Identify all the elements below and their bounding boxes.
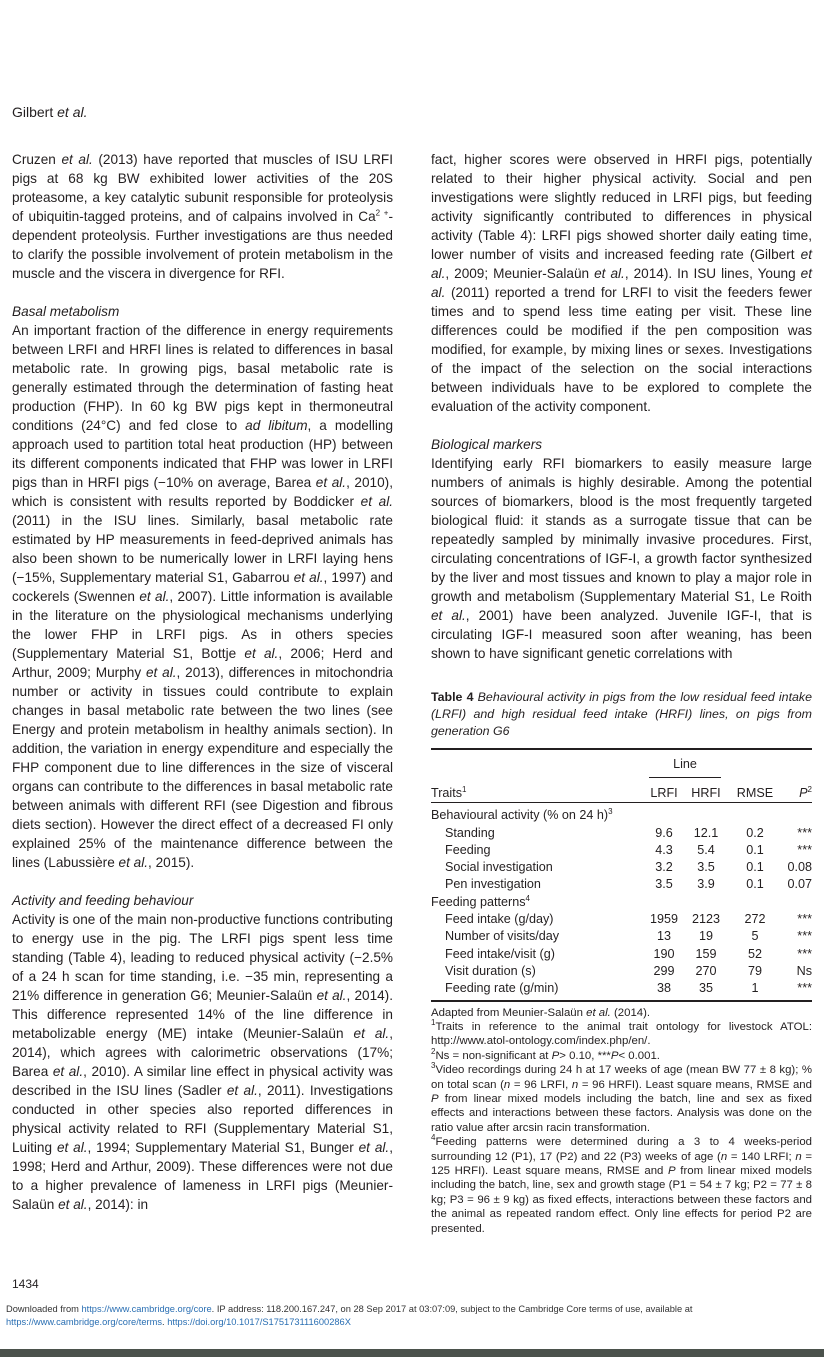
hrfi-cell: 5.4 — [697, 842, 715, 857]
trait-cell: Standing — [445, 825, 495, 840]
biomarkers-paragraph: Identifying early RFI biomarkers to easily measure large numbers of animals is highly desirable. Among the potential sources of biomarkers, blood is the most frequently targeted biological fluid: it stands as a surrogate tissue that can be repeatedly sampled by minimally invasive procedures. First, circulating concentrations of IGF-I, a growth factor synthesized by the liver and most tissues and known to play a major role in growth and metabolism (Supplementary Material S1, Le Roith et al., 2001) have been analyzed. Juvenile IGF-I, that is circulating IGF-I measured soon after weaning, has been shown to have significant genetic correlations with — [431, 456, 812, 661]
lrfi-cell: 38 — [656, 981, 671, 996]
rmse-cell: 0.1 — [746, 877, 764, 892]
left-column — [12, 150, 393, 1214]
rmse-cell: 0.1 — [746, 860, 764, 875]
hrfi-cell: 35 — [698, 981, 713, 996]
lrfi-cell: 13 — [656, 929, 671, 944]
rmse-cell: 0.2 — [746, 825, 764, 840]
lrfi-cell: 4.3 — [655, 842, 673, 857]
p-value-cell: *** — [797, 946, 812, 961]
table-row — [431, 859, 812, 876]
activity-paragraph: Activity is one of the main non-productive functions contributing to energy use in the pig. The LRFI pigs spent less time standing (Table 4), leading to reduced physical activity (−2.5% of a 24 h scan for time standing, i.e. −35 min, representing a 21% difference in generation G6; Meunier-Salaün et al., 2014). This difference represented 14% of the line difference in metabolizable energy (ME) intake (Meunier-Salaün et al., 2014), which agrees with calorimetric observations (17%; Barea et al., 2010). A similar line effect in physical activity was described in the ISU lines (Sadler et al., 2011). Investigations conducted in other species also reported differences in physical activity related to RFI (Supplementary Material S1, Luiting et al., 1994; Supplementary Material S1, Bunger et al., 1998; Herd and Arthur, 2009). These differences were not due to a higher prevalence of lameness in LRFI pigs (Meunier-Salaün et al., 2014): in — [12, 912, 393, 1212]
doi-link[interactable]: https://doi.org/10.1017/S175173111600286X — [167, 1317, 351, 1327]
basal-metabolism-paragraph: An important fraction of the difference in energy requirements between LRFI and HRFI lines is related to differences in basal metabolic rate. In growing pigs, basal metabolic rate is generally estimated through the determination of fasting heat production (FHP). In 60 kg BW pigs kept in thermoneutral conditions (24°C) and fed close to ad libitum, a modelling approach used to partition total heat production (HP) between its different components indicated that FHP was lower in LRFI pigs than in HRFI pigs (−10% on average, Barea et al., 2010), which is consistent with results reported by Boddicker et al. (2011) in the ISU lines. Similarly, basal metabolic rate estimated by HP measurements in feed-deprived animals has also been shown to be numerically lower in LRFI laying hens (−15%, Supplementary material S1, Gabarrou et al., 1997) and cockerels (Swennen et al., 2007). Little information is available in the literature on the physiological mechanisms underlying the lower FHP in LRFI pigs. As in others species (Supplementary Material S1, Bottje et al., 2006; Herd and Arthur, 2009; Murphy et al., 2013), differences in mitochondria number or activity in tissues could contribute to explain changes in basal metabolic rate between the two lines (see Energy and protein metabolism in healthy animals section). In addition, the variation in energy expenditure and especially the FHP component due to line differences in the size of visceral organs can contribute to the differences in basal metabolic rate between animals with different RFI (see Digestion and fibrous diets section). However the direct effect of a decreased FI only explained 25% of the maintenance difference between the lines (Labussière et al., 2015). — [12, 323, 394, 870]
trait-cell: Feeding rate (g/min) — [445, 981, 559, 996]
table-group-header-row — [431, 750, 812, 778]
hrfi-cell: 12.1 — [693, 825, 719, 840]
continued-paragraph: fact, higher scores were observed in HRFI pigs, potentially related to their higher physical activity. Social and pen investigations were slightly reduced in LRFI pigs, but feeding activity significantly contributed to differences in physical activity (Table 4): LRFI pigs showed shorter daily eating time, lower number of visits and increased feeding rate (Gilbert et al., 2009; Meunier-Salaün et al., 2014). In ISU lines, Young et al. (2011) reported a trend for LRFI to visit the feeders fewer times and to spend less time eating per visit. These line differences could be modified if the pen composition was modified, for example, by mixing lines or sexes. Investigations of the impact of the selection on the social interactions between individuals have to be explored to complete the evaluation of the activity component. — [431, 152, 812, 414]
page-number: 1434 — [12, 1277, 39, 1291]
hrfi-cell: 270 — [695, 963, 717, 978]
hrfi-cell: 3.9 — [697, 877, 715, 892]
p-value-cell: *** — [797, 929, 812, 944]
trait-cell: Pen investigation — [445, 877, 541, 892]
table-section-header: Behavioural activity (% on 24 h)$^3$ — [431, 803, 812, 825]
viewer-bottom-bar — [0, 1349, 824, 1357]
table-row — [431, 911, 812, 928]
hrfi-cell: 3.5 — [697, 860, 715, 875]
table-body — [431, 750, 812, 998]
table-header-row: Traits$^1$ LRFI HRFI RMSE $P^2$ — [431, 778, 812, 803]
hrfi-cell: 159 — [695, 946, 717, 961]
p-value-cell: *** — [797, 981, 812, 996]
table-row — [431, 963, 812, 980]
table-caption-text: Behavioural activity in pigs from the low residual feed intake (LRFI) and high residual feed intake (HRFI) lines, on pigs from generation G6 — [431, 690, 812, 738]
p-value-cell: *** — [797, 842, 812, 857]
hrfi-cell: 19 — [698, 929, 713, 944]
running-head — [12, 104, 87, 120]
terms-link[interactable]: https://www.cambridge.org/core/terms — [6, 1317, 163, 1327]
hrfi-cell: 2123 — [691, 912, 721, 927]
trait-cell: Feeding — [445, 842, 491, 857]
trait-cell: Social investigation — [445, 860, 553, 875]
table-row — [431, 946, 812, 963]
header-hrfi: HRFI — [691, 785, 721, 800]
cambridge-core-link[interactable]: https://www.cambridge.org/core — [81, 1304, 212, 1314]
line-group-header: Line — [649, 756, 721, 778]
rmse-cell: 5 — [751, 929, 759, 944]
lrfi-cell: 3.5 — [655, 877, 673, 892]
header-traits: Traits — [431, 785, 463, 800]
table-footnote: $^4$Feeding patterns were determined during a 3 to 4 weeks-period surrounding 12 (P1), 17 (P2) and 22 (P3) weeks of age (n = 140 LRFI; n = 125 HRFI). Least square means, RMSE and P from linear mixed models including the batch, line, sex and growth stage (P1 = 54 ± 7 kg; P2 = 77 ± 8 kg; P3 = 96 ± 9 kg) as fixed effects, interactions between these factors and the animal as repeated random effect. Only line effects for period P2 are presented. — [431, 1133, 812, 1235]
lrfi-cell: 1959 — [649, 912, 679, 927]
table-row — [431, 980, 812, 997]
table-4 — [431, 689, 812, 1236]
running-head-author: Gilbert — [12, 104, 54, 120]
header-lrfi: LRFI — [650, 785, 678, 800]
p-value-cell: Ns — [796, 963, 812, 978]
trait-cell: Feed intake/visit (g) — [445, 946, 555, 961]
table-caption — [431, 689, 812, 740]
rmse-cell: 79 — [747, 963, 762, 978]
lrfi-cell: 190 — [653, 946, 675, 961]
table-row — [431, 842, 812, 859]
table-footnote: $^2$Ns = non-significant at P> 0.10, ***P< 0.001. — [431, 1046, 660, 1062]
running-head-etal: et al. — [57, 104, 88, 120]
rmse-cell: 52 — [747, 946, 762, 961]
rmse-cell: 272 — [744, 912, 766, 927]
trait-cell: Feed intake (g/day) — [445, 912, 554, 927]
table-label: Table 4 — [431, 690, 474, 704]
p-value-cell: 0.08 — [787, 860, 812, 875]
p-value-cell: *** — [797, 912, 812, 927]
section-heading-basal-metabolism: Basal metabolism — [12, 304, 120, 319]
header-rmse: RMSE — [736, 785, 774, 800]
trait-cell: Number of visits/day — [445, 929, 560, 944]
table-bottom-rule — [431, 1000, 812, 1002]
rmse-cell: 0.1 — [746, 842, 764, 857]
p-value-cell: *** — [797, 825, 812, 840]
section-heading-biological-markers: Biological markers — [431, 437, 543, 452]
table-section-header: Feeding patterns$^4$ — [431, 893, 530, 909]
table-row — [431, 928, 812, 945]
lrfi-cell: 3.2 — [655, 860, 673, 875]
table-row — [431, 825, 812, 842]
intro-paragraph: Cruzen et al. (2013) have reported that muscles of ISU LRFI pigs at 68 kg BW exhibited lower activities of the 20S proteasome, a key catalytic subunit responsible for proteolysis of ubiquitin-tagged proteins, and of calpains involved in $Ca^{2 +}$-dependent proteolysis. Further investigations are thus needed to clarify the possible involvement of protein metabolism in the muscle and the viscera in divergence for RFI. — [12, 152, 393, 281]
lrfi-cell: 9.6 — [655, 825, 673, 840]
table-footnote: Adapted from Meunier-Salaün et al. (2014). — [431, 1006, 651, 1019]
lrfi-cell: 299 — [653, 963, 675, 978]
rmse-cell: 1 — [751, 981, 759, 996]
p-value-cell: 0.07 — [787, 877, 812, 892]
right-column — [431, 150, 812, 663]
header-p: P — [799, 785, 808, 800]
download-note: Downloaded from https://www.cambridge.org/core. IP address: 118.200.167.247, on 28 Sep 2017 at 03:07:09, subject to the Cambridge Core terms of use, available at https://www.cambridge.org/core/terms. https://doi.org/10.1017/S175173111600286X — [6, 1304, 693, 1327]
table-footnotes — [431, 1006, 812, 1237]
table-row — [431, 876, 812, 893]
trait-cell: Visit duration (s) — [445, 963, 536, 978]
table-footnote: $^1$Traits in reference to the animal trait ontology for livestock ATOL: http://www.atol-ontology.com/index.php/en/. — [431, 1018, 812, 1048]
table-footnote: $^3$Video recordings during 24 h at 17 weeks of age (mean BW 77 ± 8 kg); % on total scan (n = 96 LRFI, n = 96 HRFI). Least square means, RMSE and P from linear mixed models including the batch, line and sex as fixed effects and interactions between these factors. Analysis was done on the ratio value after arcsin racin transformation. — [431, 1061, 812, 1134]
section-heading-activity: Activity and feeding behaviour — [12, 893, 194, 908]
